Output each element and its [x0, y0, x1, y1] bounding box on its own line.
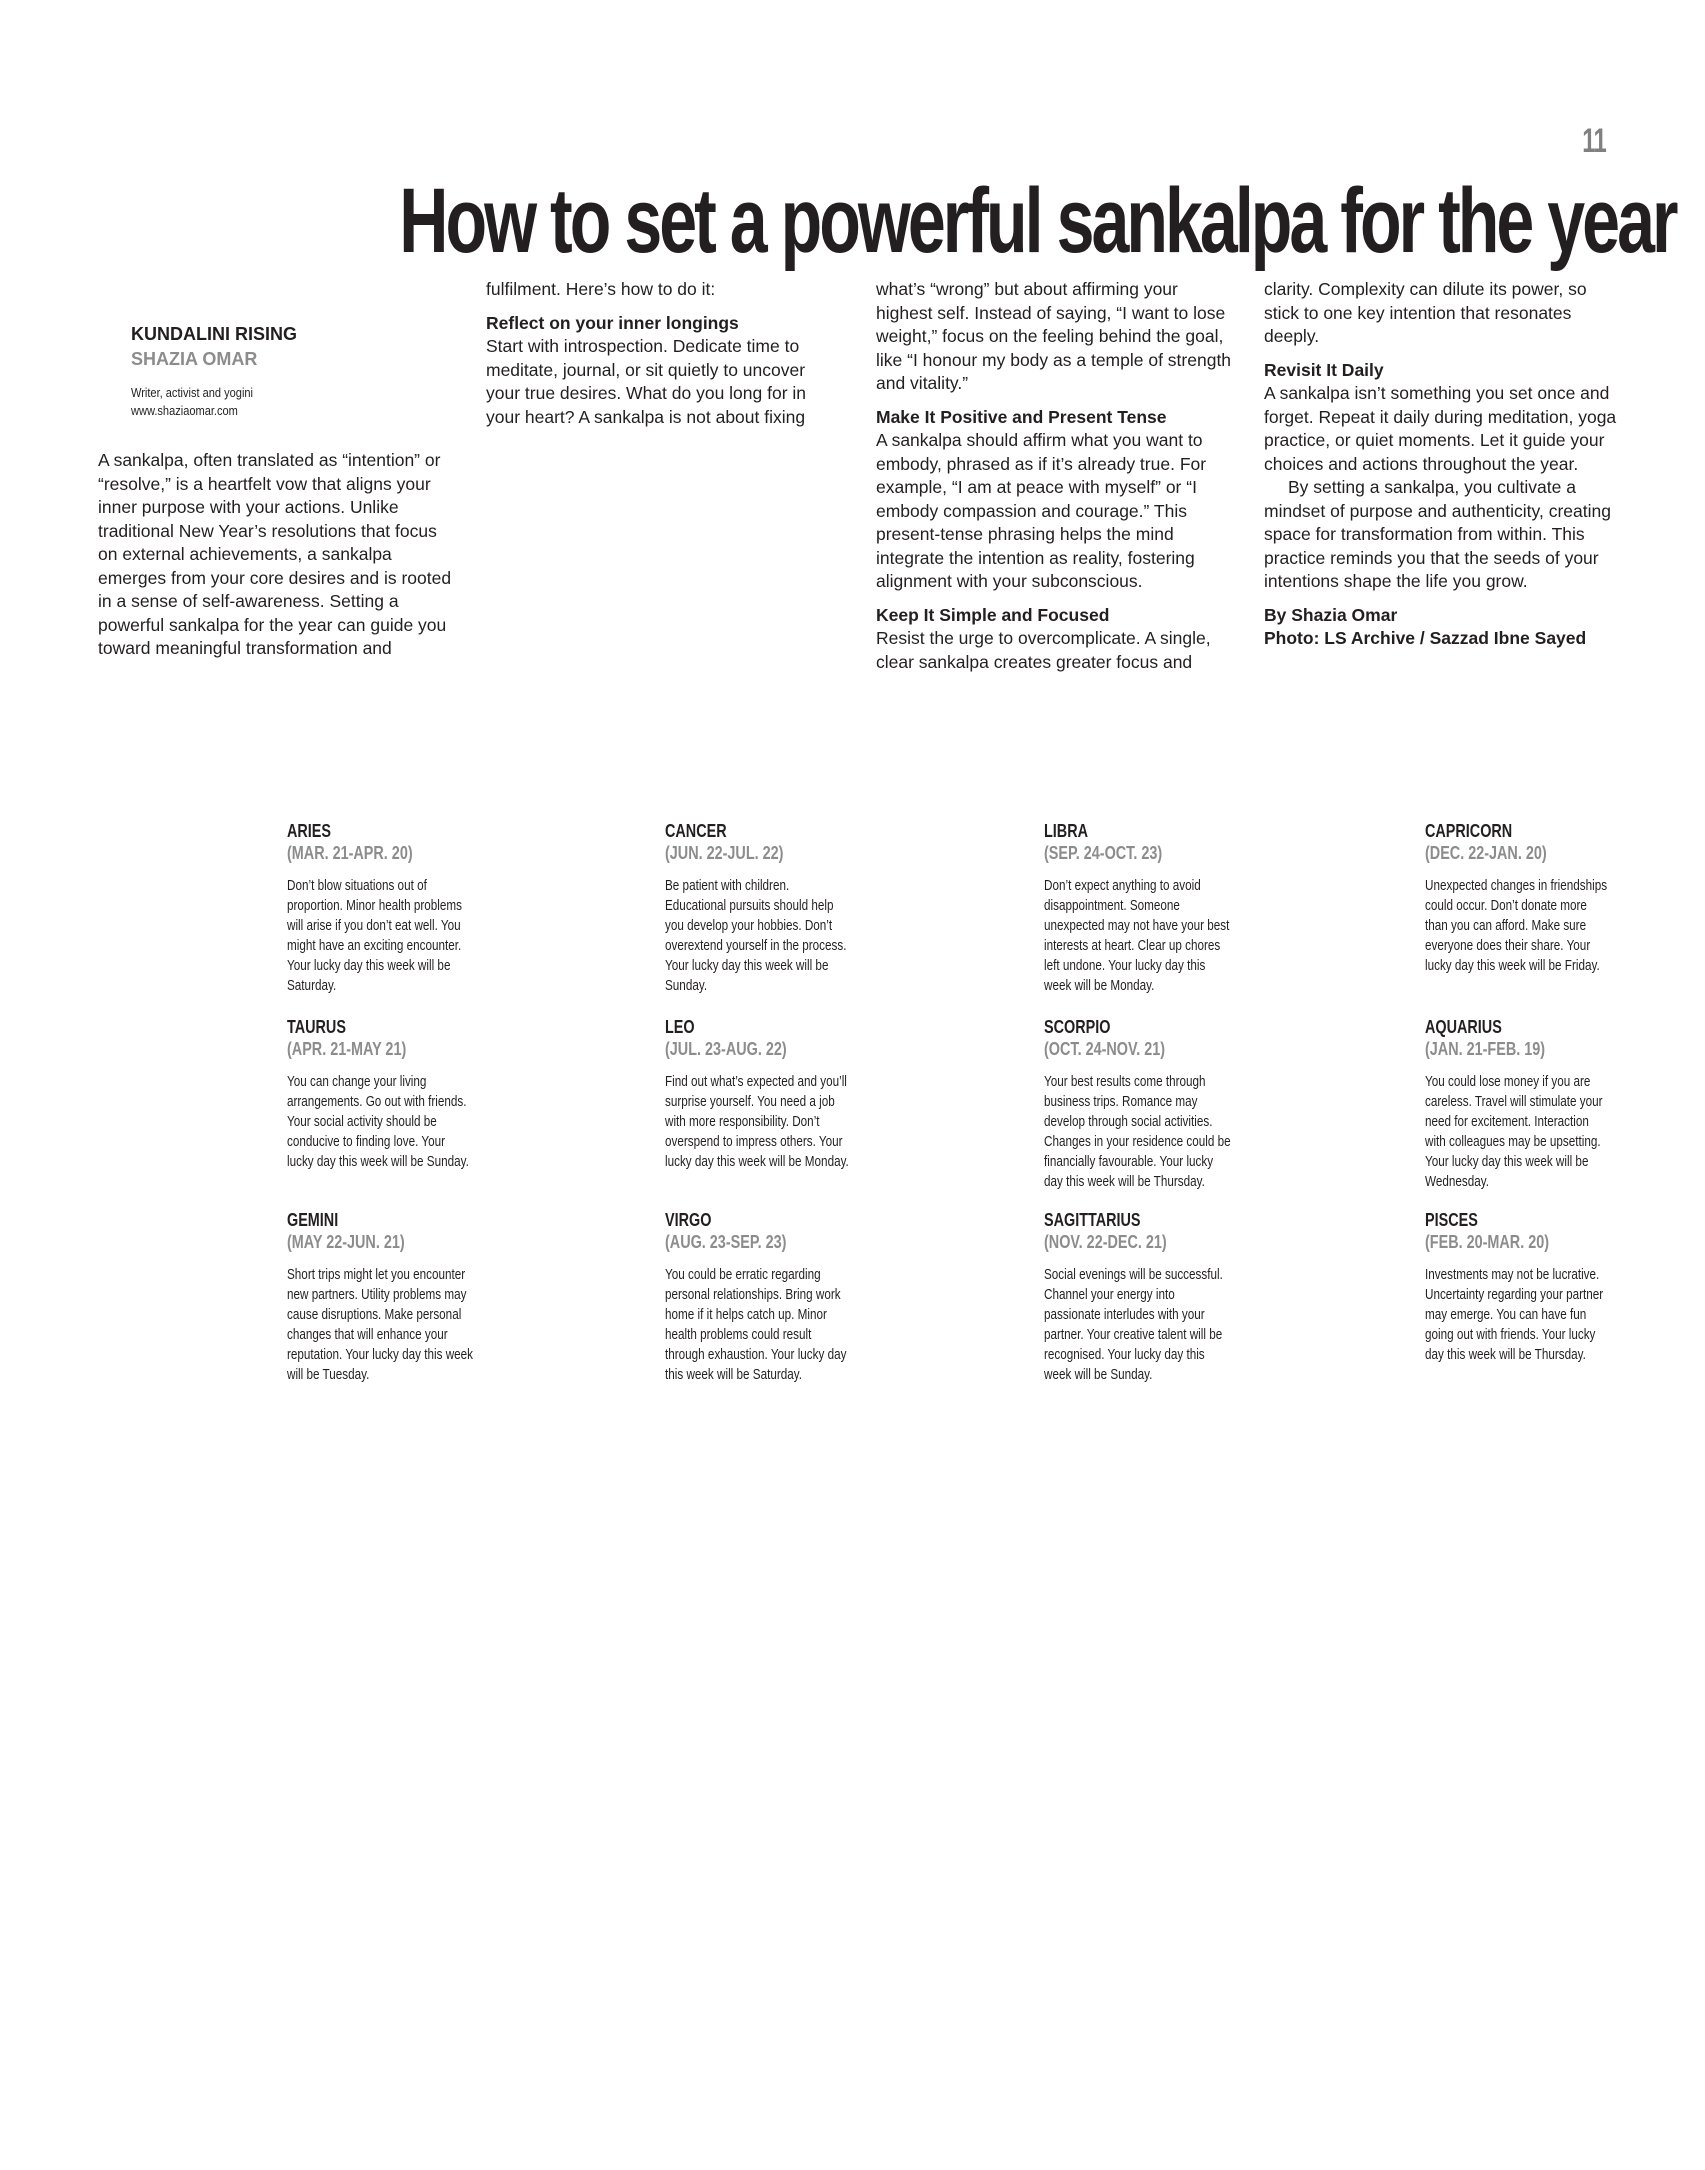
horoscope-gemini: [287, 1209, 487, 1385]
sign-name: LIBRA: [1044, 821, 1088, 841]
horoscope-scorpio: [1044, 1016, 1244, 1192]
subheading-simple: Keep It Simple and Focused: [876, 604, 1110, 625]
sign-name: AQUARIUS: [1425, 1017, 1502, 1037]
sign-dates: (AUG. 23-SEP. 23): [665, 1232, 787, 1252]
sign-name: ARIES: [287, 821, 332, 841]
horoscope-sagittarius: [1044, 1209, 1244, 1385]
paragraph-reflect: Start with introspection. Dedicate time to meditate, journal, or sit quietly to uncover your true desires. What do you long for in your heart? A sankalpa is not about fixing: [486, 336, 807, 427]
subheading-positive: Make It Positive and Present Tense: [876, 406, 1167, 427]
sign-name: SCORPIO: [1044, 1017, 1111, 1037]
sign-dates: (OCT. 24-NOV. 21): [1044, 1039, 1166, 1059]
sign-text: Don’t blow situations out of proportion. Minor health problems will arise if you don’t eat well. You might have an exciting encounter. Your lucky day this week will be Saturday.: [287, 877, 462, 994]
sign-name: GEMINI: [287, 1210, 339, 1230]
sign-text: Don’t expect anything to avoid disappointment. Someone unexpected may not have your best interests at heart. Clear up chores left undone. Your lucky day this week will be Monday.: [1044, 877, 1230, 994]
photo-credit: Photo: LS Archive / Sazzad Ibne Sayed: [1264, 628, 1587, 648]
headline: How to set a powerful sankalpa for the year: [399, 170, 1676, 272]
horoscope-libra: [1044, 820, 1244, 996]
sign-text: Find out what’s expected and you’ll surprise yourself. You need a job with more responsibility. Don’t overspend to impress others. Your lucky day this week will be Monday.: [665, 1073, 849, 1170]
paragraph-simple: Resist the urge to overcomplicate. A single, clear sankalpa creates greater focus and: [876, 628, 1211, 672]
sign-name: VIRGO: [665, 1210, 712, 1230]
paragraph-conclusion: By setting a sankalpa, you cultivate a mindset of purpose and authenticity, creating space for transformation from within. This practice reminds you that the seeds of your intentions shape the life you grow.: [1264, 477, 1611, 591]
horoscope-pisces: [1425, 1209, 1625, 1365]
column-header: [131, 322, 381, 420]
horoscope-aries: [287, 820, 487, 996]
paragraph-revisit: A sankalpa isn’t something you set once and forget. Repeat it daily during meditation, yoga practice, or quiet moments. Let it guide your choices and actions throughout the year.: [1264, 383, 1617, 474]
sign-dates: (JUL. 23-AUG. 22): [665, 1039, 787, 1059]
horoscope-capricorn: [1425, 820, 1625, 976]
paragraph-reflect-continued: what’s “wrong” but about affirming your highest self. Instead of saying, “I want to lose weight,” focus on the feeling behind the goal, like “I honour my body as a temple of strength and vitality.”: [876, 279, 1232, 393]
article-column-1: [98, 449, 460, 661]
sign-dates: (DEC. 22-JAN. 20): [1425, 843, 1547, 863]
subheading-revisit: Revisit It Daily: [1264, 359, 1384, 380]
sign-name: TAURUS: [287, 1017, 346, 1037]
article-column-2: [486, 278, 836, 429]
sign-name: PISCES: [1425, 1210, 1478, 1230]
sign-dates: (NOV. 22-DEC. 21): [1044, 1232, 1167, 1252]
article-intro-continued: fulfilment. Here’s how to do it:: [486, 279, 716, 299]
page-number: 11: [1582, 122, 1606, 160]
horoscope-cancer: [665, 820, 865, 996]
horoscope-taurus: [287, 1016, 487, 1172]
sign-text: Unexpected changes in friendships could occur. Don’t donate more than you can afford. Make sure everyone does their share. Your lucky day this week will be Friday.: [1425, 877, 1608, 974]
horoscope-aquarius: [1425, 1016, 1625, 1192]
author-name: SHAZIA OMAR: [131, 349, 258, 369]
sign-text: Be patient with children. Educational pursuits should help you develop your hobbies. Don’t overextend yourself in the process. Your lucky day this week will be Sunday.: [665, 877, 847, 994]
sign-text: You could lose money if you are careless. Travel will stimulate your need for excitement. Interaction with colleagues may be upsetting. Your lucky day this week will be Wednesday.: [1425, 1073, 1603, 1190]
horoscope-virgo: [665, 1209, 865, 1385]
sign-dates: (JUN. 22-JUL. 22): [665, 843, 784, 863]
author-website[interactable]: www.shaziaomar.com: [131, 403, 238, 418]
sign-text: Short trips might let you encounter new partners. Utility problems may cause disruptions. Make personal changes that will enhance your reputation. Your lucky day this week will be Tuesday.: [287, 1266, 474, 1383]
article-column-3: [876, 278, 1236, 674]
sign-name: SAGITTARIUS: [1044, 1210, 1141, 1230]
sign-dates: (JAN. 21-FEB. 19): [1425, 1039, 1546, 1059]
column-kicker: KUNDALINI RISING: [131, 324, 297, 344]
sign-dates: (SEP. 24-OCT. 23): [1044, 843, 1163, 863]
sign-text: You can change your living arrangements. Go out with friends. Your social activity should be conducive to finding love. Your lucky day this week will be Sunday.: [287, 1073, 469, 1170]
byline: By Shazia Omar: [1264, 604, 1398, 625]
sign-dates: (MAR. 21-APR. 20): [287, 843, 413, 863]
article-column-4: [1264, 278, 1624, 651]
horoscope-leo: [665, 1016, 865, 1172]
sign-text: Social evenings will be successful. Channel your energy into passionate interludes with your partner. Your creative talent will be recognised. Your lucky day this week will be Sunday.: [1044, 1266, 1223, 1383]
sign-name: CAPRICORN: [1425, 821, 1513, 841]
sign-dates: (FEB. 20-MAR. 20): [1425, 1232, 1550, 1252]
paragraph-positive: A sankalpa should affirm what you want to embody, phrased as if it’s already true. For example, “I am at peace with myself” or “I embody compassion and courage.” This present-tense phrasing helps the mind integrate the intention as reality, fostering alignment with your subconscious.: [876, 430, 1207, 591]
paragraph-simple-continued: clarity. Complexity can dilute its power, so stick to one key intention that resonates deeply.: [1264, 279, 1587, 346]
author-description: Writer, activist and yogini: [131, 385, 254, 400]
sign-text: Your best results come through business trips. Romance may develop through social activities. Changes in your residence could be financially favourable. Your lucky day this week will be Thursday.: [1044, 1073, 1231, 1190]
sign-name: CANCER: [665, 821, 727, 841]
sign-text: Investments may not be lucrative. Uncertainty regarding your partner may emerge. You can have fun going out with friends. Your lucky day this week will be Thursday.: [1425, 1266, 1604, 1363]
subheading-reflect: Reflect on your inner longings: [486, 312, 739, 333]
article-intro: A sankalpa, often translated as “intention” or “resolve,” is a heartfelt vow that aligns your inner purpose with your actions. Unlike traditional New Year’s resolutions that focus on external achievements, a sankalpa emerges from your core desires and is rooted in a sense of self-awareness. Setting a powerful sankalpa for the year can guide you toward meaningful transformation and: [98, 450, 452, 658]
sign-dates: (MAY 22-JUN. 21): [287, 1232, 405, 1252]
sign-name: LEO: [665, 1017, 695, 1037]
sign-text: You could be erratic regarding personal relationships. Bring work home if it helps catch up. Minor health problems could result through exhaustion. Your lucky day this week will be Saturday.: [665, 1266, 847, 1383]
sign-dates: (APR. 21-MAY 21): [287, 1039, 407, 1059]
